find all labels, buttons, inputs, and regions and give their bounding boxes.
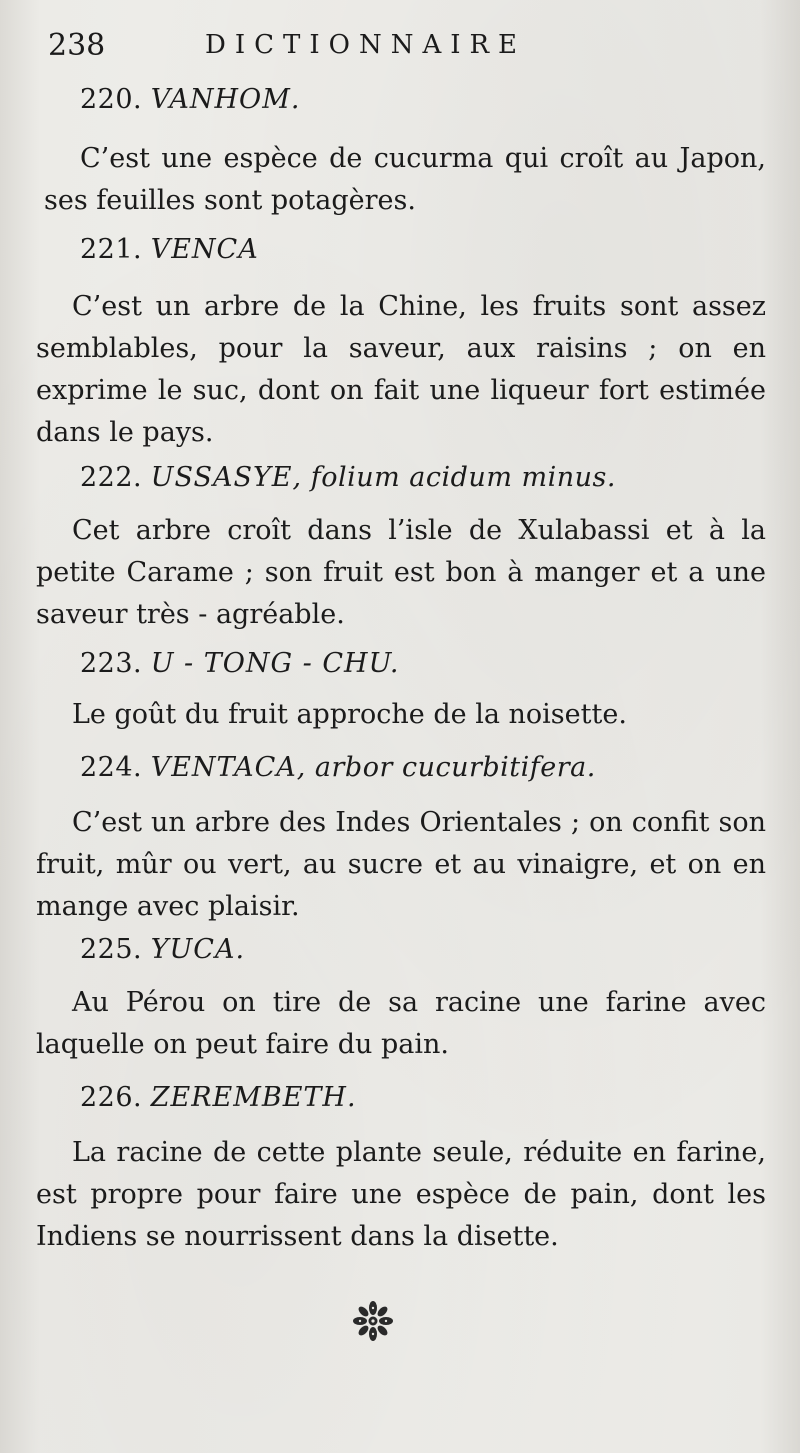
entry-number: 220.: [80, 84, 143, 115]
entry-latin-name: folium acidum minus.: [310, 462, 616, 493]
entry-number: 225.: [80, 934, 143, 965]
entry-body: Cet arbre croît dans l’isle de Xulabassi et à la petite Carame ; son fruit est bon à manger et a une saveur très - agréable.: [36, 515, 766, 630]
entry-heading: [80, 460, 616, 496]
entry-body: Au Pérou on tire de sa racine une farine avec laquelle on peut faire du pain.: [36, 987, 766, 1060]
page-number: 238: [48, 28, 106, 63]
entry-heading: [80, 232, 259, 268]
entry-heading: [80, 932, 245, 968]
entry-name: USSASYE,: [150, 462, 303, 493]
entry-body: C’est un arbre des Indes Orientales ; on confit son fruit, mûr ou vert, au sucre et au vinaigre, et on en mange avec plaisir.: [36, 807, 766, 922]
page-header: [40, 28, 760, 68]
entry-number: 221.: [80, 234, 143, 265]
entry-name: VENCA: [150, 234, 259, 265]
entry-number: 222.: [80, 462, 143, 493]
entry-body: C’est une espèce de cucurma qui croît au Japon, ses feuilles sont potagères.: [44, 143, 766, 216]
fleuron-ornament-icon: [352, 1300, 394, 1342]
entry-name: U - TONG - CHU.: [150, 648, 400, 679]
entry-heading: [80, 750, 596, 786]
running-head: DICTIONNAIRE: [205, 30, 527, 60]
entry-name: YUCA.: [150, 934, 246, 965]
entry-latin-name: arbor cucurbitifera.: [314, 752, 596, 783]
entry-body: La racine de cette plante seule, réduite en farine, est propre pour faire une espèce de pain, dont les Indiens se nourrissent dans la disette.: [36, 1137, 766, 1252]
entry-name: VENTACA,: [150, 752, 307, 783]
entry-body: Le goût du fruit approche de la noisette.: [72, 699, 627, 730]
entry-body: C’est un arbre de la Chine, les fruits sont assez semblables, pour la saveur, aux raisins ; on en exprime le suc, dont on fait une liqueur fort estimée dans le pays.: [36, 291, 766, 448]
entry-heading: [80, 1080, 357, 1116]
entry-number: 223.: [80, 648, 143, 679]
entry-heading: [80, 82, 300, 118]
entry-number: 226.: [80, 1082, 143, 1113]
entry-name: VANHOM.: [150, 84, 301, 115]
entry-name: ZEREMBETH.: [150, 1082, 357, 1113]
entry-number: 224.: [80, 752, 143, 783]
entry-heading: [80, 646, 399, 682]
